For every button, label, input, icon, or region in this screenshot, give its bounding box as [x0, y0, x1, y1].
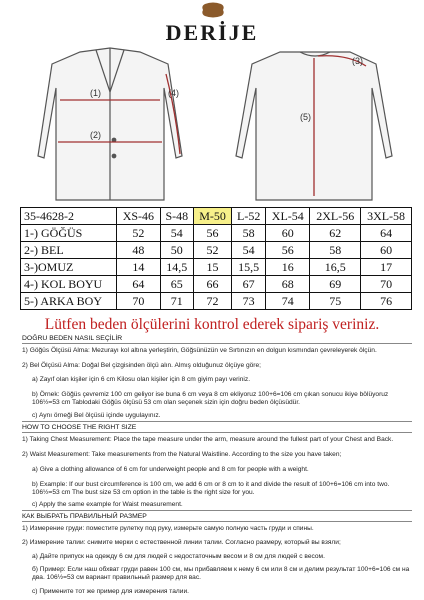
table-cell: 66 — [194, 276, 232, 293]
table-cell: 16,5 — [310, 259, 361, 276]
back-label-5: (5) — [300, 112, 311, 122]
size-header-highlighted: M-50 — [194, 208, 232, 225]
table-cell: 58 — [310, 242, 361, 259]
table-cell: 14,5 — [160, 259, 194, 276]
table-cell: 72 — [194, 293, 232, 310]
front-label-4: (4) — [168, 88, 179, 98]
table-row — [21, 293, 412, 310]
table-cell: 54 — [232, 242, 266, 259]
size-header: XS-46 — [117, 208, 160, 225]
table-cell: 50 — [160, 242, 194, 259]
ru-paragraph-5: с) Примените тот же пример для измерения талии. — [32, 588, 189, 595]
divider — [22, 343, 412, 344]
order-notice-headline: Lütfen beden ölçülerini kontrol ederek sipariş veriniz. — [44, 316, 380, 333]
table-cell: 68 — [266, 276, 310, 293]
en-paragraph-2: 2) Waist Measurement: Take measurements from the Natural Waistline. According to the size you have taken; — [22, 451, 342, 458]
row-label: 5-) ARKA BOY — [21, 293, 117, 310]
table-cell: 54 — [160, 225, 194, 242]
measurement-diagram — [18, 44, 410, 204]
table-cell: 71 — [160, 293, 194, 310]
size-header: 2XL-56 — [310, 208, 361, 225]
table-cell: 56 — [266, 242, 310, 259]
en-paragraph-4: b) Example: If our bust circumference is 100 cm, we add 6 cm or 8 cm to it and divide the result of 100+6=106 cm into two. 106½=53 cm The bust size 53 cm option in the table is the right size for you. — [32, 481, 390, 497]
table-cell: 70 — [117, 293, 160, 310]
tr-paragraph-2: 2) Bel Ölçüsü Alma: Doğal Bel çizgisinden ölçü alın. Almış olduğunuz ölçüye göre; — [22, 362, 261, 369]
table-cell: 17 — [361, 259, 412, 276]
table-cell: 69 — [310, 276, 361, 293]
back-label-3: (3) — [352, 56, 363, 66]
table-cell: 65 — [160, 276, 194, 293]
ru-heading: КАК ВЫБРАТЬ ПРАВИЛЬНЫЙ РАЗМЕР — [22, 513, 147, 520]
table-cell: 75 — [310, 293, 361, 310]
row-label: 4-) KOL BOYU — [21, 276, 117, 293]
row-label: 2-) BEL — [21, 242, 117, 259]
en-paragraph-1: 1) Taking Chest Measurement: Place the tape measure under the arm, measure around the fullest part of your Chest and Back. — [22, 436, 394, 443]
table-cell: 52 — [117, 225, 160, 242]
size-header: S-48 — [160, 208, 194, 225]
brand-name: DERİJE — [165, 20, 259, 45]
tr-paragraph-5: c) Aynı örneği Bel ölçüsü içinde uygulayınız. — [32, 412, 161, 419]
ru-paragraph-1: 1) Измерение груди: поместите рулетку под руку, измерьте самую полную часть груди и спины. — [22, 525, 314, 532]
tr-heading: DOĞRU BEDEN NASIL SEÇİLİR — [22, 335, 123, 342]
ru-paragraph-4: б) Пример: Если наш обхват груди равен 100 см, мы прибавляем к нему 6 см или 8 см и делим результат 100+6=106 см на два. 106½=53 см вариант правильный размер для вас. — [32, 566, 410, 582]
table-cell: 14 — [117, 259, 160, 276]
table-cell: 58 — [232, 225, 266, 242]
tr-paragraph-3: a) Zayıf olan kişiler için 6 cm Kilosu olan kişiler için 8 cm giyim payı veriniz. — [32, 376, 251, 383]
divider — [22, 421, 412, 422]
divider — [22, 521, 412, 522]
divider — [22, 510, 412, 511]
table-cell: 64 — [117, 276, 160, 293]
ru-paragraph-2: 2) Измерение талии: снимите мерки с естественной линии талии. Согласно размеру, который вы взяли; — [22, 539, 341, 546]
size-table — [20, 207, 412, 310]
divider — [22, 432, 412, 433]
en-heading: HOW TO CHOOSE THE RIGHT SIZE — [22, 424, 137, 431]
table-cell: 52 — [194, 242, 232, 259]
table-cell: 48 — [117, 242, 160, 259]
front-label-1: (1) — [90, 88, 101, 98]
table-cell: 64 — [361, 225, 412, 242]
size-table-header — [21, 208, 412, 225]
table-cell: 67 — [232, 276, 266, 293]
table-cell: 74 — [266, 293, 310, 310]
table-cell: 70 — [361, 276, 412, 293]
size-header: L-52 — [232, 208, 266, 225]
table-cell: 60 — [361, 242, 412, 259]
table-cell: 16 — [266, 259, 310, 276]
table-row — [21, 242, 412, 259]
leather-hide-icon — [201, 2, 225, 18]
row-label: 1-) GÖĞÜS — [21, 225, 117, 242]
tr-paragraph-4: b) Örnek: Göğüs çevremiz 100 cm geliyor ise buna 6 cm veya 8 cm ekliyoruz 100+6=106 cm çıkan sonucu ikiye bölüyoruz 106½=53 cm Tablodaki Göğüs ölçüsü 53 cm olan seçenek sizin için doğru beden ölçüsüdür. — [32, 391, 389, 407]
tr-paragraph-1: 1) Göğüs Ölçüsü Alma: Mezurayı kol altına yerleştirin, Göğsünüzün ve Sırtınızın en dolgun kısmından çevreleyerek ölçün. — [22, 347, 377, 354]
table-row — [21, 276, 412, 293]
table-row — [21, 225, 412, 242]
table-cell: 15 — [194, 259, 232, 276]
jacket-front — [38, 48, 182, 200]
table-cell: 62 — [310, 225, 361, 242]
table-cell: 76 — [361, 293, 412, 310]
table-cell: 56 — [194, 225, 232, 242]
en-paragraph-3: a) Give a clothing allowance of 6 cm for underweight people and 8 cm for people with a weight. — [32, 466, 309, 473]
ru-paragraph-3: а) Дайте припуск на одежду 6 см для людей с недостаточным весом и 8 см для людей с весом. — [32, 553, 325, 560]
front-label-2: (2) — [90, 130, 101, 140]
table-cell: 15,5 — [232, 259, 266, 276]
row-label: 3-)OMUZ — [21, 259, 117, 276]
size-header: XL-54 — [266, 208, 310, 225]
model-code: 35-4628-2 — [21, 208, 117, 225]
size-header: 3XL-58 — [361, 208, 412, 225]
en-paragraph-5: c) Apply the same example for Waist measurement. — [32, 501, 183, 508]
brand-logo — [0, 0, 424, 46]
table-cell: 60 — [266, 225, 310, 242]
table-cell: 73 — [232, 293, 266, 310]
table-row — [21, 259, 412, 276]
